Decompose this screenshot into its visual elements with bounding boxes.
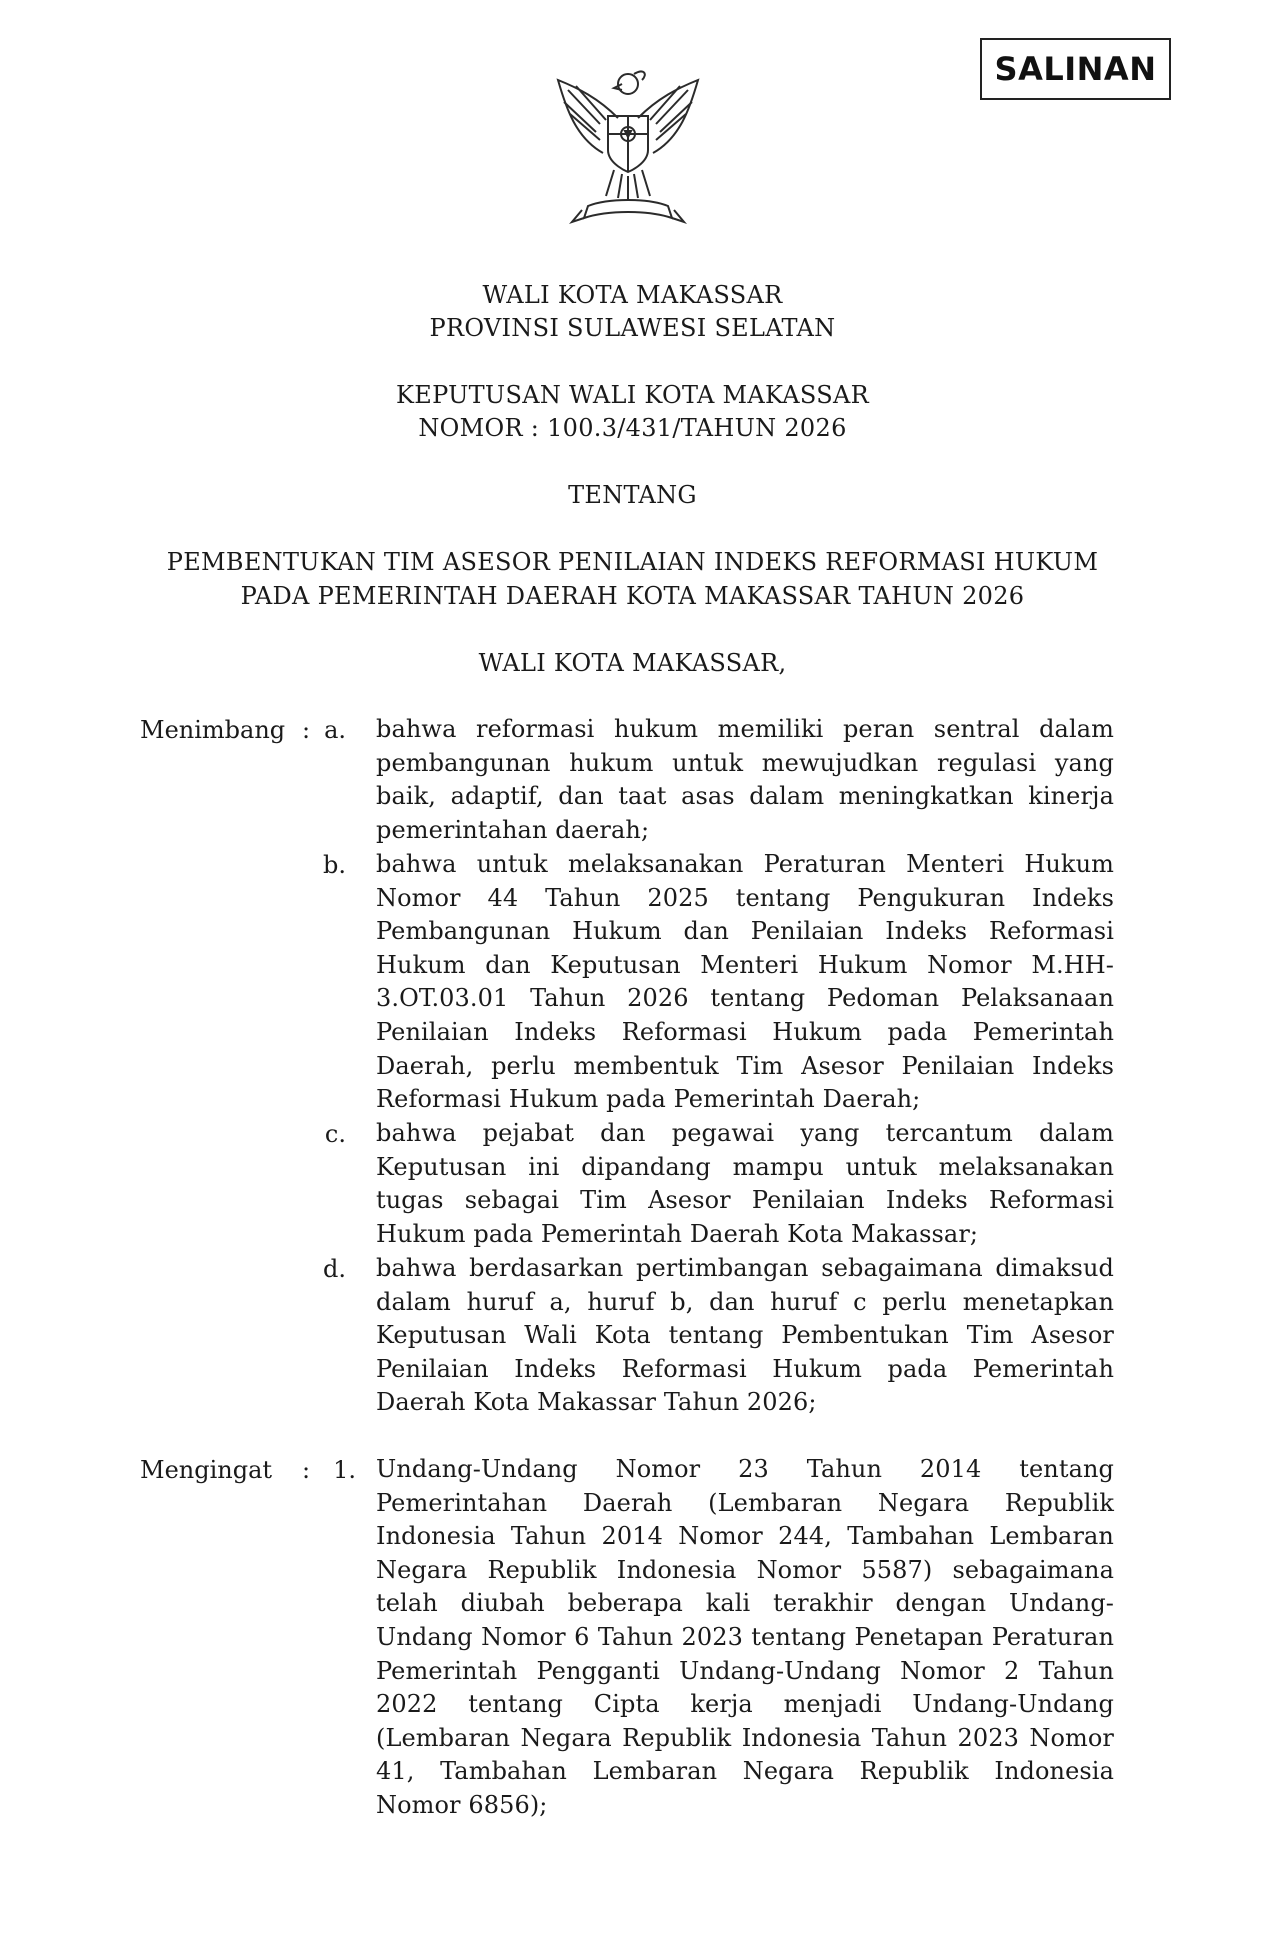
menimbang-marker-a: a. [324, 716, 346, 744]
subject-line-1: PEMBENTUKAN TIM ASESOR PENILAIAN INDEKS REFORMASI HUKUM [166, 548, 1099, 576]
mengingat-label: Mengingat [140, 1456, 273, 1484]
garuda-emblem-icon [548, 58, 708, 228]
mengingat-marker-1: 1. [333, 1456, 356, 1484]
menimbang-item-a: bahwa reformasi hukum memiliki peran sentral dalam pembangunan hukum untuk mewujudkan regulasi yang baik, adaptif, dan taat asas dalam meningkatkan kinerja pemerintahan daerah; [376, 715, 1114, 844]
tentang-label: TENTANG [568, 481, 697, 509]
menimbang-marker-b: b. [323, 851, 346, 879]
menimbang-item-c: bahwa pejabat dan pegawai yang tercantum dalam Keputusan ini dipandang mampu untuk melaksanakan tugas sebagai Tim Asesor Penilaian Indeks Reformasi Hukum pada Pemerintah Daerah Kota Makassar; [376, 1119, 1114, 1248]
menimbang-marker-c: c. [324, 1120, 346, 1148]
decision-number: NOMOR : 100.3/431/TAHUN 2026 [418, 414, 847, 442]
authority-heading: WALI KOTA MAKASSAR, [478, 649, 787, 677]
issuer-province: PROVINSI SULAWESI SELATAN [429, 314, 836, 342]
menimbang-marker-d: d. [323, 1255, 346, 1283]
menimbang-item-d: bahwa berdasarkan pertimbangan sebagaimana dimaksud dalam huruf a, huruf b, dan huruf c perlu menetapkan Keputusan Wali Kota tentang Pembentukan Tim Asesor Penilaian Indeks Reformasi Hukum pada Pemerintah Daerah Kota Makassar Tahun 2026; [376, 1254, 1114, 1417]
mengingat-item-1: Undang-Undang Nomor 23 Tahun 2014 tentang Pemerintahan Daerah (Lembaran Negara Republik Indonesia Tahun 2014 Nomor 244, Tambahan Lembaran Negara Republik Indonesia Nomor 5587) sebagaimana telah diubah beberapa kali terakhir dengan Undang-Undang Nomor 6 Tahun 2023 tentang Penetapan Peraturan Pemerintah Pengganti Undang-Undang Nomor 2 Tahun 2022 tentang Cipta kerja menjadi Undang-Undang (Lembaran Negara Republik Indonesia Tahun 2023 Nomor 41, Tambahan Lembaran Negara Republik Indonesia Nomor 6856); [376, 1455, 1114, 1819]
subject-line-2: PADA PEMERINTAH DAERAH KOTA MAKASSAR TAHUN 2026 [240, 582, 1025, 610]
mengingat-colon: : [302, 1456, 311, 1484]
menimbang-label: Menimbang [140, 716, 286, 744]
issuer-title: WALI KOTA MAKASSAR [482, 281, 783, 309]
decision-title: KEPUTUSAN WALI KOTA MAKASSAR [396, 381, 869, 409]
menimbang-item-b: bahwa untuk melaksanakan Peraturan Menteri Hukum Nomor 44 Tahun 2025 tentang Pengukuran Indeks Pembangunan Hukum dan Penilaian Indeks Reformasi Hukum dan Keputusan Menteri Hukum Nomor M.HH-3.OT.03.01 Tahun 2026 tentang Pedoman Pelaksanaan Penilaian Indeks Reformasi Hukum pada Pemerintah Daerah, perlu membentuk Tim Asesor Penilaian Indeks Reformasi Hukum pada Pemerintah Daerah; [376, 850, 1114, 1114]
salinan-stamp: SALINAN [980, 38, 1171, 100]
menimbang-colon: : [302, 716, 311, 744]
